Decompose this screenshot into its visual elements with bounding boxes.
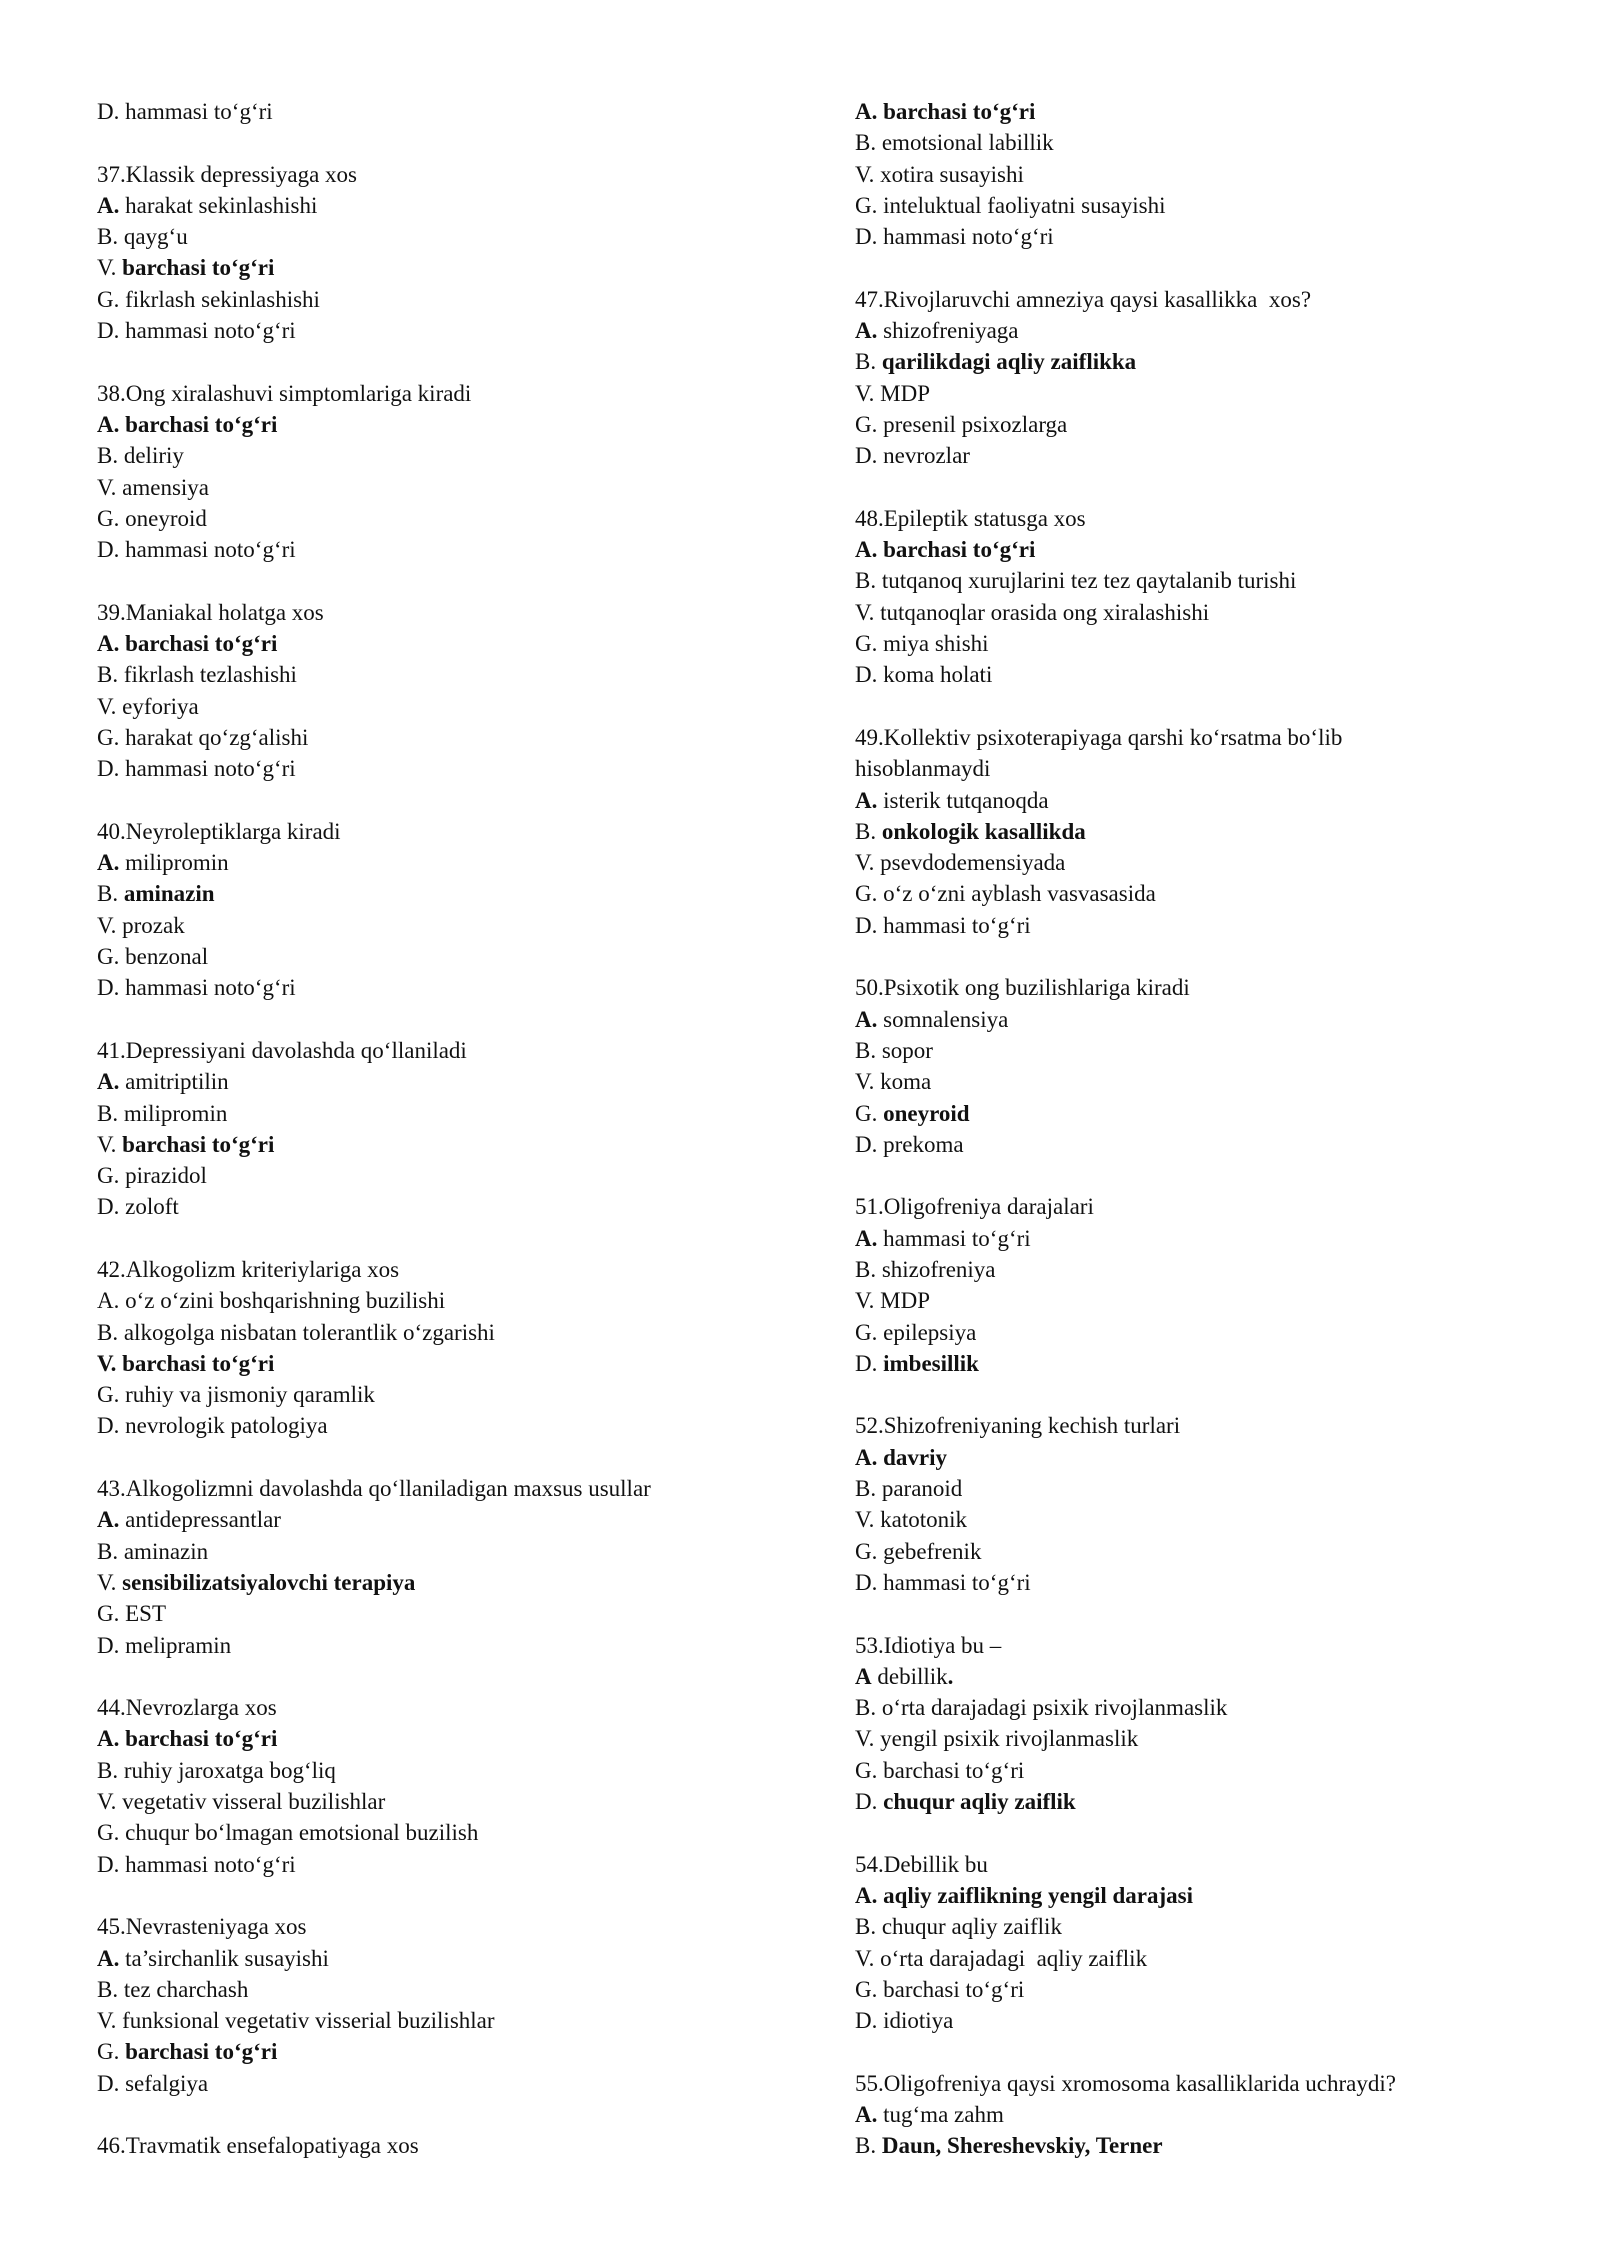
text-run: V. prozak	[97, 912, 185, 938]
text-run: G. pirazidol	[97, 1163, 207, 1189]
text-run: V. koma	[855, 1069, 932, 1095]
question-block	[97, 96, 817, 127]
answer-option	[855, 753, 1555, 784]
answer-option	[855, 1129, 1555, 1160]
text-run: B. deliriy	[97, 443, 184, 469]
answer-option	[97, 1504, 817, 1535]
text-run: 49.Kollektiv psixoterapiyaga qarshi ko‘rsatma bo‘lib	[855, 724, 1343, 750]
text-run: G. presenil psixozlarga	[855, 411, 1068, 437]
text-run: 37.Klassik depressiyaga xos	[97, 161, 357, 187]
answer-option	[97, 1191, 817, 1222]
answer-option	[855, 190, 1555, 221]
text-run: V. amensiya	[97, 474, 210, 500]
answer-option	[855, 1254, 1555, 1285]
text-run: V.	[97, 1131, 123, 1157]
answer-option	[855, 1035, 1555, 1066]
question-block	[97, 1911, 817, 2099]
text-run: B. shizofreniya	[855, 1256, 996, 1282]
answer-option	[855, 1692, 1555, 1723]
text-run: G. benzonal	[97, 944, 209, 970]
answer-option	[97, 1410, 817, 1441]
text-run: D. idiotiya	[855, 2008, 954, 2034]
answer-option	[97, 2005, 817, 2036]
left-column	[97, 96, 817, 2193]
answer-option	[97, 1943, 817, 1974]
text-run: D. hammasi to‘g‘ri	[855, 1569, 1031, 1595]
text-run: D. hammasi noto‘g‘ri	[855, 224, 1054, 250]
answer-option	[855, 1317, 1555, 1348]
text-run: G. oneyroid	[97, 505, 207, 531]
text-run: B. milipromin	[97, 1100, 228, 1126]
bold-text: chuqur aqliy zaiflik	[883, 1789, 1076, 1815]
question-block	[855, 284, 1555, 472]
text-run: D. nevrologik patologiya	[97, 1413, 328, 1439]
text-run: 48.Epileptik statusga xos	[855, 505, 1086, 531]
question-block	[97, 378, 817, 566]
answer-option	[855, 1723, 1555, 1754]
question-block	[855, 2068, 1555, 2162]
bold-text: A.	[855, 2102, 878, 2127]
question-block	[97, 1035, 817, 1223]
question-block	[855, 503, 1555, 691]
answer-option	[855, 1004, 1555, 1035]
text-run: shizofreniyaga	[877, 318, 1019, 344]
text-run: 54.Debillik bu	[855, 1851, 988, 1877]
text-run: G. epilepsiya	[855, 1319, 977, 1345]
text-run: D. koma holati	[855, 662, 993, 688]
text-run: B. paranoid	[855, 1476, 963, 1502]
answer-option	[97, 534, 817, 565]
text-run: 40.Neyroleptiklarga kiradi	[97, 818, 341, 844]
answer-option	[855, 1880, 1555, 1911]
answer-option	[97, 315, 817, 346]
answer-option	[97, 472, 817, 503]
question-text	[97, 597, 817, 628]
question-text	[97, 159, 817, 190]
text-run: D.	[855, 1789, 884, 1815]
text-run: G. fikrlash sekinlashishi	[97, 286, 320, 312]
answer-option	[97, 221, 817, 252]
bold-text: oneyroid	[883, 1100, 970, 1126]
text-run: B.	[855, 349, 882, 375]
question-text	[855, 2068, 1555, 2099]
answer-option	[97, 1974, 817, 2005]
question-block	[97, 1473, 817, 1661]
question-block	[97, 1692, 817, 1880]
answer-option	[855, 221, 1555, 252]
answer-option	[97, 941, 817, 972]
text-run: 45.Nevrasteniyaga xos	[97, 1914, 307, 1940]
answer-option	[97, 190, 817, 221]
answer-option	[97, 1379, 817, 1410]
answer-option	[97, 659, 817, 690]
text-run: milipromin	[119, 850, 229, 876]
text-run: 50.Psixotik ong buzilishlariga kiradi	[855, 975, 1190, 1001]
text-run: B.	[97, 881, 124, 907]
answer-option	[97, 96, 817, 127]
text-run: G. barchasi to‘g‘ri	[855, 1976, 1025, 2002]
answer-option	[97, 1755, 817, 1786]
text-run: B. tutqanoq xurujlarini tez tez qaytalanib turishi	[855, 568, 1297, 594]
answer-option	[855, 816, 1555, 847]
bold-text: A.	[855, 1225, 878, 1251]
question-text	[97, 1254, 817, 1285]
text-run: amitriptilin	[119, 1069, 229, 1095]
answer-option	[855, 785, 1555, 816]
bold-text: sensibilizatsiyalovchi terapiya	[122, 1569, 416, 1595]
bold-text: A.	[855, 318, 878, 344]
answer-option	[97, 2036, 817, 2067]
text-run: tug‘ma zahm	[877, 2102, 1004, 2127]
bold-text: A. barchasi to‘g‘ri	[855, 99, 1036, 124]
answer-option	[855, 1348, 1555, 1379]
answer-option	[855, 2005, 1555, 2036]
answer-option	[97, 252, 817, 283]
bold-text: barchasi to‘g‘ri	[122, 255, 275, 281]
text-run: V.	[97, 255, 123, 281]
text-run: B. emotsional labillik	[855, 130, 1054, 156]
bold-text: A.	[855, 787, 878, 813]
text-run: D. nevrozlar	[855, 443, 970, 469]
bold-text: A. barchasi to‘g‘ri	[97, 1726, 278, 1752]
question-text	[855, 503, 1555, 534]
bold-text: A.	[97, 1069, 120, 1095]
answer-option	[97, 722, 817, 753]
text-run: G. miya shishi	[855, 631, 989, 657]
bold-text: A. davriy	[855, 1444, 947, 1470]
question-text	[855, 722, 1555, 753]
answer-option	[97, 284, 817, 315]
question-text	[97, 2130, 817, 2161]
text-run: V. katotonik	[855, 1507, 968, 1533]
answer-option	[97, 1567, 817, 1598]
answer-option	[97, 1786, 817, 1817]
answer-option	[855, 409, 1555, 440]
bold-text: onkologik kasallikda	[881, 818, 1086, 844]
answer-option	[855, 127, 1555, 158]
bold-text: aminazin	[123, 881, 215, 907]
text-run: 41.Depressiyani davolashda qo‘llaniladi	[97, 1037, 467, 1063]
right-column	[855, 96, 1555, 2193]
bold-text: barchasi to‘g‘ri	[122, 1131, 275, 1157]
text-run: V. xotira susayishi	[855, 161, 1024, 187]
text-run: V.	[97, 1569, 123, 1595]
text-run: G. EST	[97, 1601, 166, 1627]
text-run: G. gebefrenik	[855, 1538, 982, 1564]
question-block	[855, 972, 1555, 1160]
text-run: V. eyforiya	[97, 693, 199, 719]
question-block	[855, 1410, 1555, 1598]
text-run: D. zoloft	[97, 1194, 179, 1220]
question-block	[97, 2130, 817, 2161]
text-run: 47.Rivojlaruvchi amneziya qaysi kasallikka xos?	[855, 286, 1312, 312]
text-run: V. vegetativ visseral buzilishlar	[97, 1789, 386, 1815]
text-run: A. o‘z o‘zini boshqarishning buzilishi	[97, 1288, 446, 1314]
text-run: B. tez charchash	[97, 1976, 249, 2002]
answer-option	[97, 910, 817, 941]
question-text	[97, 816, 817, 847]
text-run: B. o‘rta darajadagi psixik rivojlanmaslik	[855, 1695, 1228, 1721]
text-run: G.	[855, 1100, 884, 1126]
text-run: D. hammasi noto‘g‘ri	[97, 537, 296, 563]
answer-option	[855, 1098, 1555, 1129]
text-run: 53.Idiotiya bu –	[855, 1632, 1002, 1658]
text-run: B. fikrlash tezlashishi	[97, 662, 297, 688]
answer-option	[855, 534, 1555, 565]
text-run: V. funksional vegetativ visserial buzilishlar	[97, 2008, 495, 2034]
bold-text: A.	[97, 192, 120, 218]
question-block	[97, 597, 817, 785]
text-run: B. alkogolga nisbatan tolerantlik o‘zgarishi	[97, 1319, 495, 1345]
bold-text: A. barchasi to‘g‘ri	[97, 631, 278, 657]
text-run: 51.Oligofreniya darajalari	[855, 1194, 1094, 1220]
question-text	[855, 1191, 1555, 1222]
bold-text: A. aqliy zaiflikning yengil darajasi	[855, 1882, 1194, 1908]
answer-option	[97, 1723, 817, 1754]
text-run: hisoblanmaydi	[855, 756, 991, 782]
text-run: G. o‘z o‘zni ayblash vasvasasida	[855, 881, 1156, 907]
text-run: 43.Alkogolizmni davolashda qo‘llaniladigan maxsus usullar	[97, 1476, 651, 1502]
text-run: harakat sekinlashishi	[119, 192, 318, 218]
text-run: G. ruhiy va jismoniy qaramlik	[97, 1382, 375, 1408]
text-run: V. psevdodemensiyada	[855, 850, 1066, 876]
answer-option	[97, 1098, 817, 1129]
answer-option	[855, 565, 1555, 596]
answer-option	[855, 315, 1555, 346]
question-text	[97, 1692, 817, 1723]
text-run: V. MDP	[855, 1288, 930, 1314]
answer-option	[855, 378, 1555, 409]
text-run: D. hammasi to‘g‘ri	[855, 912, 1031, 938]
text-run: G. harakat qo‘zg‘alishi	[97, 724, 309, 750]
answer-option	[97, 1066, 817, 1097]
question-block	[855, 1630, 1555, 1818]
bold-text: A.	[855, 1006, 878, 1032]
answer-option	[97, 1630, 817, 1661]
text-run: B. chuqur aqliy zaiflik	[855, 1914, 1062, 1940]
answer-option	[855, 96, 1555, 127]
answer-option	[855, 628, 1555, 659]
answer-option	[855, 597, 1555, 628]
question-block	[97, 159, 817, 347]
text-run: D. hammasi noto‘g‘ri	[97, 756, 296, 782]
question-block	[97, 816, 817, 1004]
answer-option	[855, 1567, 1555, 1598]
bold-text: A.	[97, 1507, 120, 1533]
answer-option	[97, 628, 817, 659]
answer-option	[855, 1066, 1555, 1097]
question-text	[97, 1035, 817, 1066]
text-run: B. qayg‘u	[97, 224, 188, 250]
answer-option	[855, 1755, 1555, 1786]
answer-option	[97, 1129, 817, 1160]
answer-option	[97, 1317, 817, 1348]
text-run: V. o‘rta darajadagi aqliy zaiflik	[855, 1945, 1148, 1971]
answer-option	[855, 1786, 1555, 1817]
answer-option	[855, 847, 1555, 878]
text-run: D. hammasi noto‘g‘ri	[97, 1851, 296, 1877]
text-run: debillik	[871, 1663, 948, 1689]
answer-option	[855, 2099, 1555, 2130]
text-run: 46.Travmatik ensefalopatiyaga xos	[97, 2133, 419, 2159]
question-text	[97, 378, 817, 409]
answer-option	[97, 1348, 817, 1379]
text-run: B. aminazin	[97, 1538, 209, 1564]
bold-text: V. barchasi to‘g‘ri	[97, 1350, 275, 1376]
answer-option	[97, 847, 817, 878]
answer-option	[97, 1817, 817, 1848]
bold-text: A. barchasi to‘g‘ri	[97, 411, 278, 437]
text-run: somnalensiya	[877, 1006, 1009, 1032]
question-block	[855, 1191, 1555, 1379]
text-run: isterik tutqanoqda	[877, 787, 1049, 813]
answer-option	[97, 2068, 817, 2099]
text-run: D. hammasi to‘g‘ri	[97, 99, 273, 124]
answer-option	[855, 346, 1555, 377]
answer-option	[97, 1598, 817, 1629]
bold-text: A	[855, 1663, 872, 1689]
text-run: B.	[855, 2133, 882, 2159]
answer-option	[97, 1536, 817, 1567]
answer-option	[855, 2130, 1555, 2161]
text-run: D. sefalgiya	[97, 2070, 209, 2096]
answer-option	[855, 159, 1555, 190]
text-run: 38.Ong xiralashuvi simptomlariga kiradi	[97, 380, 472, 406]
text-run: D. hammasi noto‘g‘ri	[97, 318, 296, 344]
text-run: antidepressantlar	[119, 1507, 281, 1533]
text-run: D. prekoma	[855, 1131, 964, 1157]
text-run: 39.Maniakal holatga xos	[97, 599, 324, 625]
answer-option	[855, 1536, 1555, 1567]
question-block	[855, 96, 1555, 252]
bold-text: barchasi to‘g‘ri	[125, 2039, 278, 2065]
question-block	[97, 1254, 817, 1442]
answer-option	[97, 440, 817, 471]
answer-option	[855, 1473, 1555, 1504]
answer-option	[97, 878, 817, 909]
answer-option	[855, 440, 1555, 471]
answer-option	[855, 1285, 1555, 1316]
text-run: 44.Nevrozlarga xos	[97, 1695, 277, 1721]
text-run: G. chuqur bo‘lmagan emotsional buzilish	[97, 1820, 479, 1846]
answer-option	[855, 1442, 1555, 1473]
answer-option	[97, 409, 817, 440]
question-text	[97, 1473, 817, 1504]
question-text	[855, 1849, 1555, 1880]
text-run: 52.Shizofreniyaning kechish turlari	[855, 1413, 1181, 1439]
answer-option	[97, 503, 817, 534]
bold-text: .	[947, 1663, 954, 1689]
question-block	[855, 1849, 1555, 2037]
answer-option	[855, 878, 1555, 909]
answer-option	[97, 1849, 817, 1880]
text-run: G.	[97, 2039, 126, 2065]
text-run: D. melipramin	[97, 1632, 232, 1658]
bold-text: A.	[97, 1945, 120, 1971]
bold-text: Daun, Shereshevskiy, Terner	[881, 2133, 1163, 2159]
question-text	[855, 1410, 1555, 1441]
bold-text: imbesillik	[883, 1350, 979, 1376]
question-block	[855, 722, 1555, 941]
answer-option	[855, 1504, 1555, 1535]
text-run: V. yengil psixik rivojlanmaslik	[855, 1726, 1139, 1752]
text-run: V. MDP	[855, 380, 930, 406]
text-run: B. ruhiy jaroxatga bog‘liq	[97, 1757, 336, 1783]
text-run: D.	[855, 1350, 884, 1376]
text-run: V. tutqanoqlar orasida ong xiralashishi	[855, 599, 1210, 625]
text-run: 42.Alkogolizm kriteriylariga xos	[97, 1256, 400, 1282]
answer-option	[97, 753, 817, 784]
bold-text: qarilikdagi aqliy zaiflikka	[881, 349, 1137, 375]
text-run: B.	[855, 818, 882, 844]
text-run: G. barchasi to‘g‘ri	[855, 1757, 1025, 1783]
answer-option	[97, 972, 817, 1003]
bold-text: A. barchasi to‘g‘ri	[855, 537, 1036, 563]
text-run: 55.Oligofreniya qaysi xromosoma kasalliklarida uchraydi?	[855, 2070, 1396, 2096]
text-run: G. inteluktual faoliyatni susayishi	[855, 192, 1166, 218]
answer-option	[855, 910, 1555, 941]
answer-option	[97, 1160, 817, 1191]
text-run: ta’sirchanlik susayishi	[119, 1945, 329, 1971]
answer-option	[855, 1911, 1555, 1942]
answer-option	[855, 1223, 1555, 1254]
text-run: D. hammasi noto‘g‘ri	[97, 975, 296, 1001]
text-run: hammasi to‘g‘ri	[877, 1225, 1031, 1251]
answer-option	[855, 1943, 1555, 1974]
answer-option	[97, 691, 817, 722]
answer-option	[855, 1661, 1555, 1692]
question-text	[855, 1630, 1555, 1661]
bold-text: A.	[97, 850, 120, 876]
question-text	[97, 1911, 817, 1942]
question-text	[855, 284, 1555, 315]
answer-option	[97, 1285, 817, 1316]
answer-option	[855, 659, 1555, 690]
question-text	[855, 972, 1555, 1003]
text-run: B. sopor	[855, 1037, 933, 1063]
answer-option	[855, 1974, 1555, 2005]
